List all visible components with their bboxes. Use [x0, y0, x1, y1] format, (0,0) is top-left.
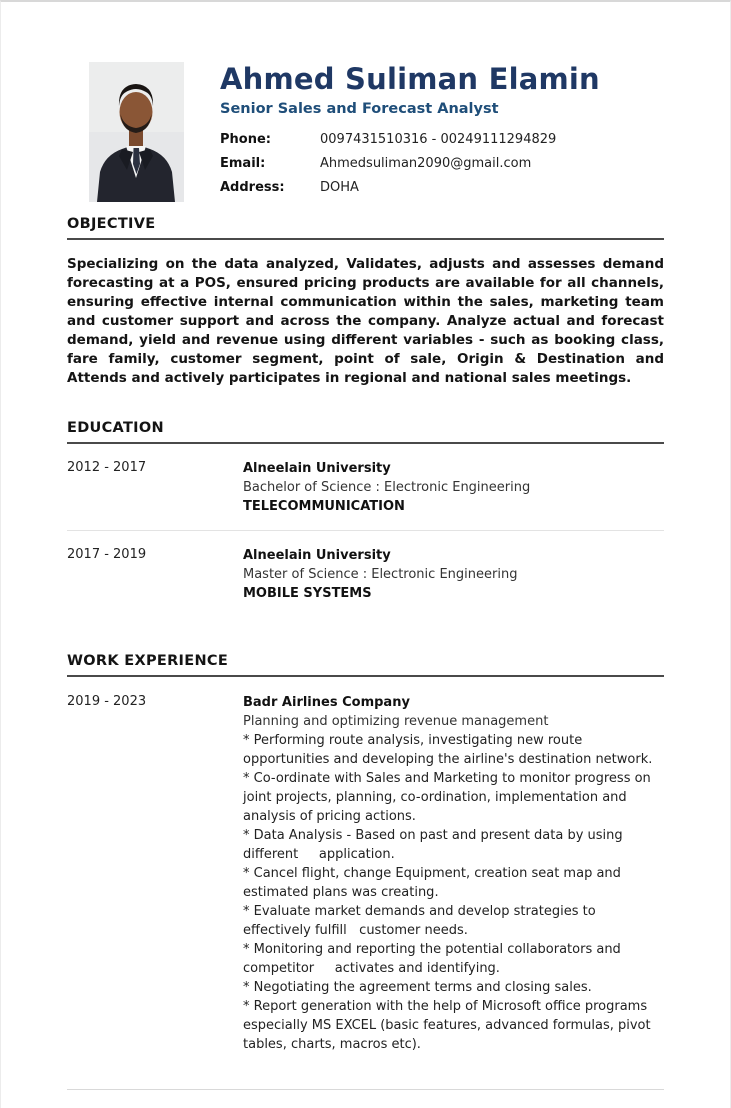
work-bullet: * Co-ordinate with Sales and Marketing to monitor progress on joint projects, planning, co-ordination, implementation and analysis of pricing actions. — [243, 770, 655, 824]
education-specialization: MOBILE SYSTEMS — [243, 585, 372, 601]
education-entry — [67, 444, 664, 531]
work-bullet: * Report generation with the help of Microsoft office programs especially MS EXCEL (basic features, advanced formulas, pivot tables, charts, macros etc). — [243, 998, 655, 1052]
work-entry-body — [243, 693, 664, 1054]
contact-label: Email: — [220, 155, 266, 171]
contact-row — [220, 156, 664, 171]
contact-value: Ahmedsuliman2090@gmail.com — [320, 155, 532, 171]
education-entry-body — [243, 459, 664, 516]
work-entry — [67, 677, 664, 1068]
objective-heading: OBJECTIVE — [67, 216, 664, 240]
education-institution: Alneelain University — [243, 547, 391, 563]
contact-row — [220, 132, 664, 147]
contact-label: Address: — [220, 179, 285, 195]
page-bottom-divider — [67, 1089, 664, 1090]
profile-photo — [89, 62, 184, 202]
education-dates: 2017 - 2019 — [67, 546, 147, 562]
job-title: Senior Sales and Forecast Analyst — [220, 100, 499, 117]
education-degree: Master of Science : Electronic Engineering — [243, 566, 518, 582]
page-title: Ahmed Suliman Elamin — [220, 62, 600, 96]
education-entry — [67, 531, 664, 617]
work-experience-heading: WORK EXPERIENCE — [67, 653, 664, 677]
objective-text: Specializing on the data analyzed, Validates, adjusts and assesses demand forecasting at a POS, ensured pricing products are available for all channels, ensuring effective internal communication within the sales, marketing team and customer support and across the company. Analyze actual and forecast demand, yield and revenue using different variables - such as booking class, fare family, customer segment, point of sale, Origin & Destination and Attends and actively participates in regional and national sales meetings. — [67, 255, 664, 386]
work-role: Planning and optimizing revenue management — [243, 713, 549, 729]
work-bullet: * Performing route analysis, investigating new route opportunities and developing the airline's destination network. — [243, 732, 653, 767]
contact-value: 0097431510316 - 00249111294829 — [320, 131, 557, 147]
objective-section — [67, 216, 664, 388]
work-bullets — [243, 731, 664, 1054]
education-degree: Bachelor of Science : Electronic Engineering — [243, 479, 531, 495]
education-entry-body — [243, 546, 664, 603]
work-experience-section — [67, 653, 664, 1068]
work-bullet: * Evaluate market demands and develop strategies to effectively fulfill customer needs. — [243, 903, 600, 938]
work-bullet: * Monitoring and reporting the potential collaborators and competitor activates and identifying. — [243, 941, 625, 976]
education-entries — [67, 444, 664, 617]
contact-list — [220, 132, 664, 195]
work-bullet: * Negotiating the agreement terms and closing sales. — [243, 979, 592, 995]
education-specialization: TELECOMMUNICATION — [243, 498, 405, 514]
person-portrait-illustration — [89, 62, 184, 202]
contact-row — [220, 180, 664, 195]
education-institution: Alneelain University — [243, 460, 391, 476]
header-info — [220, 62, 664, 204]
contact-value: DOHA — [320, 179, 359, 195]
contact-label: Phone: — [220, 131, 271, 147]
header — [67, 62, 664, 204]
work-bullet: * Data Analysis - Based on past and present data by using different application. — [243, 827, 627, 862]
education-heading: EDUCATION — [67, 420, 664, 444]
education-dates: 2012 - 2017 — [67, 459, 147, 475]
education-section — [67, 420, 664, 617]
work-company: Badr Airlines Company — [243, 694, 410, 710]
work-bullet: * Cancel flight, change Equipment, creation seat map and estimated plans was creating. — [243, 865, 626, 900]
work-dates: 2019 - 2023 — [67, 693, 147, 709]
